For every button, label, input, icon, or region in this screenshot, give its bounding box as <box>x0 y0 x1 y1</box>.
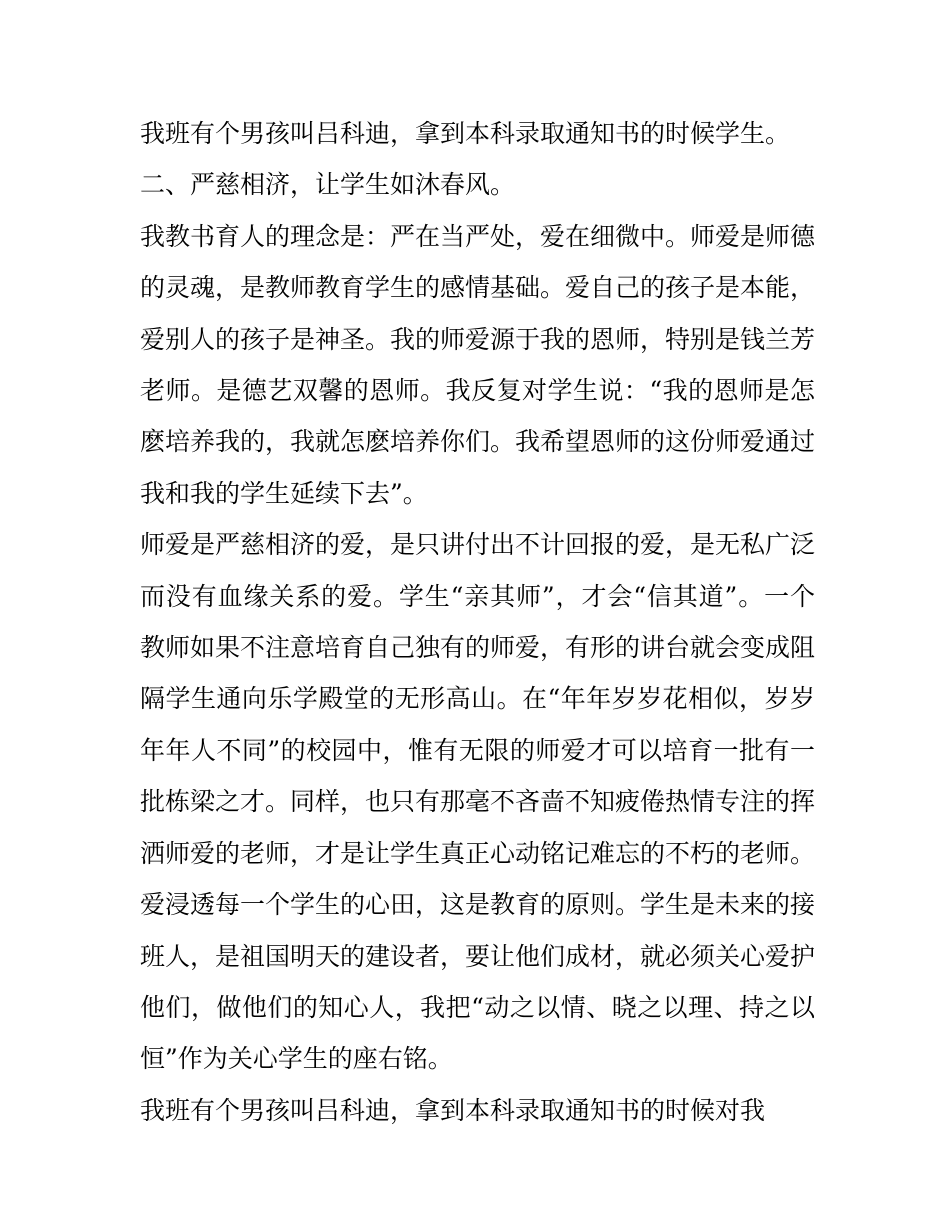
paragraph-3: 师爱是严慈相济的爱，是只讲付出不计回报的爱，是无私广泛而没有血缘关系的爱。学生“亲其师”，才会“信其道”。一个教师如果不注意培育自己独有的师爱，有形的讲台就会变成阻隔学生通向乐学殿堂的无形高山。在“年年岁岁花相似，岁岁年年人不同”的校园中，惟有无限的师爱才可以培育一批有一批栋梁之才。同样，也只有那毫不吝啬不知疲倦热情专注的挥洒师爱的老师，才是让学生真正心动铭记难忘的不朽的老师。爱浸透每一个学生的心田，这是教育的原则。学生是未来的接班人，是祖国明天的建设者，要让他们成材，就必须关心爱护他们，做他们的知心人，我把“动之以情、晓之以理、持之以恒”作为关心学生的座右铭。 <box>140 530 816 1074</box>
document-body <box>140 108 815 1136</box>
paragraph-2: 我教书育人的理念是：严在当严处，爱在细微中。师爱是师德的灵魂，是教师教育学生的感情基础。爱自己的孩子是本能，爱别人的孩子是神圣。我的师爱源于我的恩师，特别是钱兰芳老师。是德艺双馨的恩师。我反复对学生说：“我的恩师是怎麽培养我的，我就怎麽培养你们。我希望恩师的这份师爱通过我和我的学生延续下去”。 <box>140 221 816 508</box>
paragraph-4: 我班有个男孩叫吕科迪，拿到本科录取通知书的时候对我 <box>140 1095 766 1125</box>
paragraph-1: 我班有个男孩叫吕科迪，拿到本科录取通知书的时候学生。 <box>140 119 791 148</box>
section-heading: 二、严慈相济，让学生如沐春风。 <box>140 170 516 200</box>
